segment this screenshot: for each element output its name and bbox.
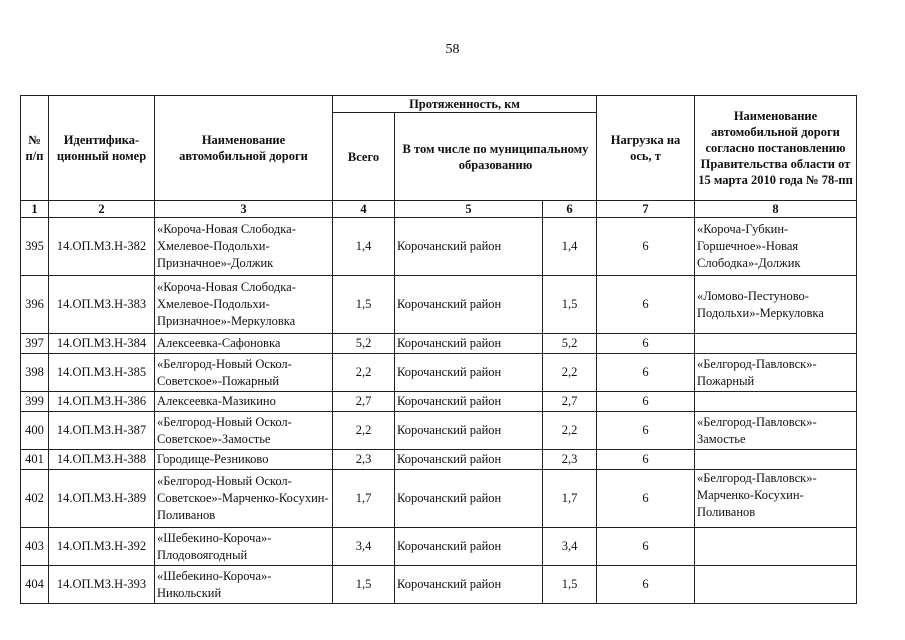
- row-district: Корочанский район: [395, 276, 543, 334]
- column-number: 4: [333, 201, 395, 218]
- column-number: 3: [155, 201, 333, 218]
- row-district-km: 2,7: [543, 392, 597, 412]
- row-num: 397: [21, 334, 49, 354]
- row-total: 1,5: [333, 276, 395, 334]
- header-length: Протяженность, км: [333, 96, 597, 113]
- table-row: [21, 392, 857, 412]
- row-decree-name: [695, 528, 857, 566]
- column-number: 6: [543, 201, 597, 218]
- row-district: Корочанский район: [395, 218, 543, 276]
- row-total: 2,2: [333, 354, 395, 392]
- row-id: 14.ОП.МЗ.Н-384: [49, 334, 155, 354]
- row-load: 6: [597, 470, 695, 528]
- row-load: 6: [597, 276, 695, 334]
- row-decree-name: [695, 392, 857, 412]
- row-id: 14.ОП.МЗ.Н-393: [49, 566, 155, 604]
- row-load: 6: [597, 528, 695, 566]
- row-load: 6: [597, 218, 695, 276]
- header-decree-name: Наименование автомобильной дороги согласно постановлению Правительства области от 15 марта 2010 года № 78-пп: [695, 96, 857, 201]
- row-id: 14.ОП.МЗ.Н-383: [49, 276, 155, 334]
- row-num: 404: [21, 566, 49, 604]
- row-road-name: «Белгород-Новый Оскол-Советское»-Замостье: [155, 412, 333, 450]
- row-road-name: Алексеевка-Мазикино: [155, 392, 333, 412]
- header-road-name: Наименование автомобильной дороги: [155, 96, 333, 201]
- row-total: 2,7: [333, 392, 395, 412]
- row-district: Корочанский район: [395, 470, 543, 528]
- row-num: 395: [21, 218, 49, 276]
- row-decree-name: [695, 450, 857, 470]
- row-road-name: «Белгород-Новый Оскол-Советское»-Марченко-Косухин-Поливанов: [155, 470, 333, 528]
- row-num: 398: [21, 354, 49, 392]
- table-row: [21, 276, 857, 334]
- row-district-km: 2,2: [543, 412, 597, 450]
- row-total: 1,7: [333, 470, 395, 528]
- row-road-name: «Короча-Новая Слободка-Хмелевое-Подольхи-Призначное»-Должик: [155, 218, 333, 276]
- row-load: 6: [597, 566, 695, 604]
- column-number: 8: [695, 201, 857, 218]
- row-total: 3,4: [333, 528, 395, 566]
- column-number: 2: [49, 201, 155, 218]
- row-decree-name: «Белгород-Павловск»-Замостье: [695, 412, 857, 450]
- row-district: Корочанский район: [395, 528, 543, 566]
- row-road-name: Алексеевка-Сафоновка: [155, 334, 333, 354]
- row-road-name: «Шебекино-Короча»-Никольский: [155, 566, 333, 604]
- header-num: № п/п: [21, 96, 49, 201]
- column-number: 7: [597, 201, 695, 218]
- header-municipal: В том числе по муниципальному образованию: [395, 113, 597, 201]
- row-district-km: 1,5: [543, 276, 597, 334]
- row-load: 6: [597, 450, 695, 470]
- row-district-km: 3,4: [543, 528, 597, 566]
- row-id: 14.ОП.МЗ.Н-386: [49, 392, 155, 412]
- row-district-km: 5,2: [543, 334, 597, 354]
- row-district-km: 1,5: [543, 566, 597, 604]
- row-district: Корочанский район: [395, 334, 543, 354]
- header-ident: Идентифика-ционный номер: [49, 96, 155, 201]
- row-decree-name: [695, 566, 857, 604]
- row-road-name: Городище-Резниково: [155, 450, 333, 470]
- row-total: 2,2: [333, 412, 395, 450]
- column-number-row: [21, 201, 857, 218]
- row-num: 399: [21, 392, 49, 412]
- row-district-km: 1,7: [543, 470, 597, 528]
- row-decree-name: «Белгород-Павловск»-Пожарный: [695, 354, 857, 392]
- table-row: [21, 354, 857, 392]
- row-district-km: 2,3: [543, 450, 597, 470]
- row-district-km: 1,4: [543, 218, 597, 276]
- row-load: 6: [597, 334, 695, 354]
- row-id: 14.ОП.МЗ.Н-382: [49, 218, 155, 276]
- table-row: [21, 412, 857, 450]
- row-num: 403: [21, 528, 49, 566]
- row-total: 5,2: [333, 334, 395, 354]
- row-id: 14.ОП.МЗ.Н-385: [49, 354, 155, 392]
- row-num: 396: [21, 276, 49, 334]
- row-road-name: «Короча-Новая Слободка-Хмелевое-Подольхи-Призначное»-Меркуловка: [155, 276, 333, 334]
- table-row: [21, 218, 857, 276]
- header-axle-load: Нагрузка на ось, т: [597, 96, 695, 201]
- row-decree-name: [695, 334, 857, 354]
- row-district: Корочанский район: [395, 450, 543, 470]
- row-total: 1,4: [333, 218, 395, 276]
- page-number: 58: [445, 42, 460, 57]
- row-id: 14.ОП.МЗ.Н-388: [49, 450, 155, 470]
- row-id: 14.ОП.МЗ.Н-392: [49, 528, 155, 566]
- row-load: 6: [597, 412, 695, 450]
- column-number: 1: [21, 201, 49, 218]
- row-road-name: «Шебекино-Короча»-Плодовоягодный: [155, 528, 333, 566]
- row-id: 14.ОП.МЗ.Н-387: [49, 412, 155, 450]
- row-load: 6: [597, 354, 695, 392]
- table-row: [21, 528, 857, 566]
- row-district: Корочанский район: [395, 392, 543, 412]
- row-num: 402: [21, 470, 49, 528]
- header-total: Всего: [333, 113, 395, 201]
- column-number: 5: [395, 201, 543, 218]
- roads-table: [20, 95, 857, 604]
- row-district: Корочанский район: [395, 354, 543, 392]
- row-load: 6: [597, 392, 695, 412]
- row-district: Корочанский район: [395, 566, 543, 604]
- row-decree-name: «Белгород-Павловск»-Марченко-Косухин-Поливанов: [695, 470, 857, 528]
- row-num: 401: [21, 450, 49, 470]
- table-row: [21, 566, 857, 604]
- row-road-name: «Белгород-Новый Оскол-Советское»-Пожарный: [155, 354, 333, 392]
- table-row: [21, 450, 857, 470]
- row-decree-name: «Короча-Губкин-Горшечное»-Новая Слободка»-Должик: [695, 218, 857, 276]
- table-row: [21, 334, 857, 354]
- row-id: 14.ОП.МЗ.Н-389: [49, 470, 155, 528]
- row-district-km: 2,2: [543, 354, 597, 392]
- row-district: Корочанский район: [395, 412, 543, 450]
- row-total: 1,5: [333, 566, 395, 604]
- table-row: [21, 470, 857, 528]
- row-total: 2,3: [333, 450, 395, 470]
- row-num: 400: [21, 412, 49, 450]
- row-decree-name: «Ломово-Пестуново-Подольхи»-Меркуловка: [695, 276, 857, 334]
